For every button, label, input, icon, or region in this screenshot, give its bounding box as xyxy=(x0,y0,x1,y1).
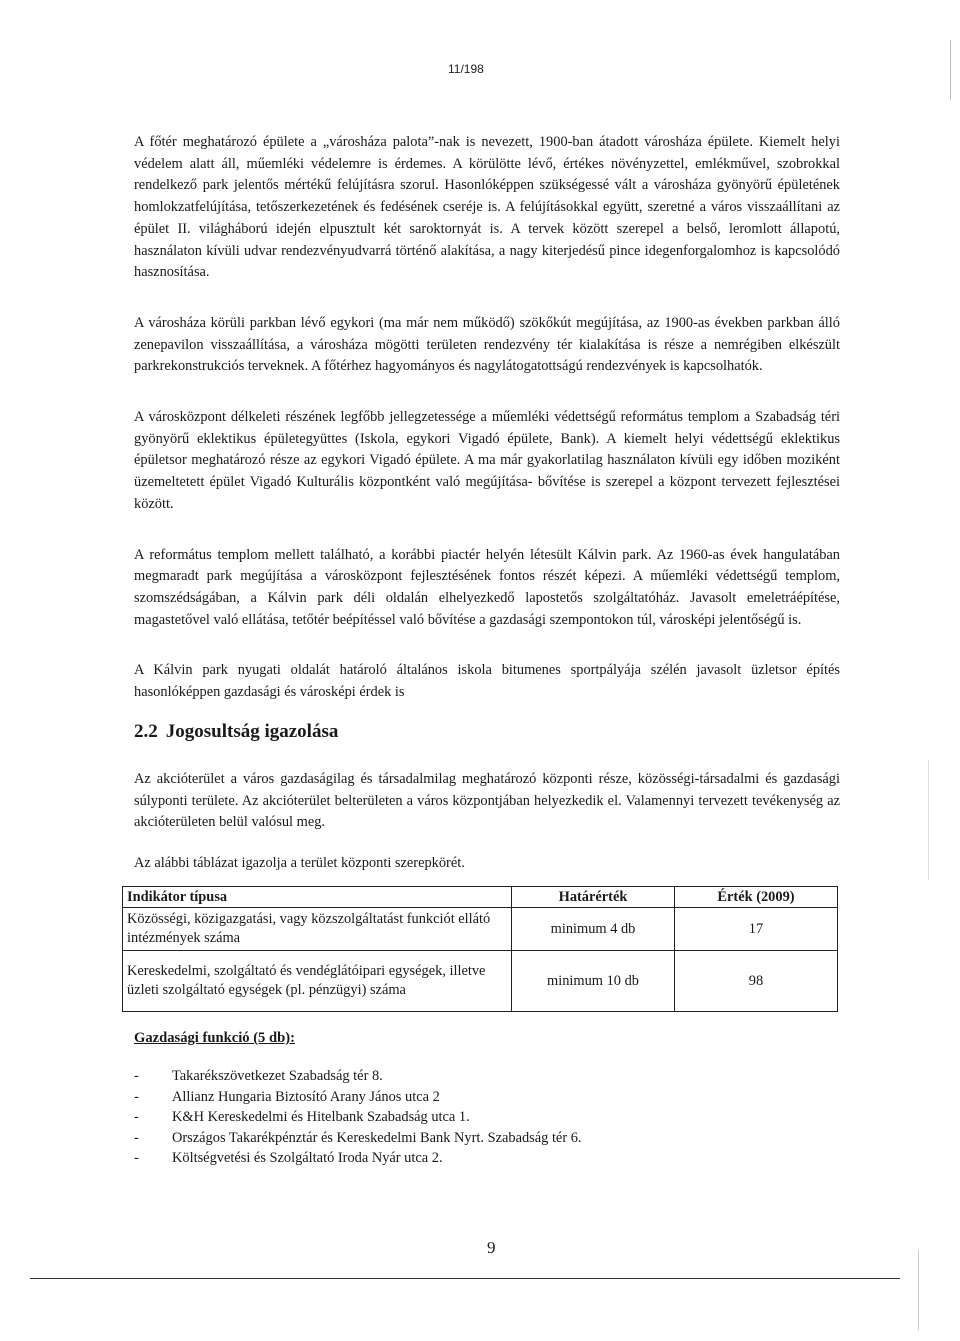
indicator-cell: Közösségi, közigazgatási, vagy közszolgáltatást funkciót ellátó intézmények száma xyxy=(123,908,512,951)
section-paragraph: Az akcióterület a város gazdaságilag és társadalmilag meghatározó központi része, közösségi-társadalmi és gazdasági súlyponti területe. Az akcióterület belterületen a város központjában helyezkedik el. Valamennyi tervezett tevékenység az akcióterületen belül valósul meg. xyxy=(134,771,840,831)
section-body xyxy=(134,769,840,875)
header-indicator: Indikátor típusa xyxy=(123,887,512,908)
list-item-text: Országos Takarékpénztár és Kereskedelmi Bank Nyrt. Szabadság tér 6. xyxy=(172,1129,582,1146)
list-dash: - xyxy=(134,1068,139,1084)
list-item xyxy=(134,1107,582,1128)
scan-edge-mark xyxy=(950,40,951,100)
list-item xyxy=(134,1066,582,1087)
header-threshold: Határérték xyxy=(512,887,675,908)
paragraph-5: A Kálvin park nyugati oldalát határoló általános iskola bitumenes sportpályája szélén javasolt üzletsor építés hasonlóképpen gazdasági és városképi érdek is xyxy=(134,662,840,701)
table-header-row xyxy=(123,887,838,908)
section-number: 2.2 xyxy=(134,721,158,742)
economic-functions-heading: Gazdasági funkció (5 db): xyxy=(134,1030,295,1046)
paragraph-4: A református templom mellett található, a korábbi piactér helyén létesült Kálvin park. Az 1960-as évek hangulatában megmaradt park megújítása a városközpont fejlesztésének fontos részét képezi. A műemléki védettségű templom, szomszédságában, a Kálvin park déli oldalán elhelyezkedő lapostetős szolgáltatóház. Javasolt emeletráépítése, magastetővel való ellátása, tetőtér beépítéssel való bővítése a gazdasági szempontokon túl, városképi jelentőségű is. xyxy=(134,546,840,628)
value-cell: 17 xyxy=(675,908,838,951)
table-intro: Az alábbi táblázat igazolja a terület központi szerepkörét. xyxy=(134,855,465,872)
scan-edge-mark xyxy=(918,1250,919,1330)
list-dash: - xyxy=(134,1129,139,1146)
value-cell: 98 xyxy=(675,951,838,1012)
threshold-cell: minimum 4 db xyxy=(512,908,675,951)
section-heading xyxy=(134,721,338,743)
paragraph-3: A városközpont délkeleti részének legfőbb jellegzetessége a műemléki védettségű református templom a Szabadság téri gyönyörű eklektikus épületegyüttes (Iskola, egykori Vigadó épülete, Bank). A kiemelt helyi védettségű eklektikus épületsor meghatározó része az egykori Vigadó épülete. A ma már gyakorlatilag használaton kívüli egy időben moziként üzemeltetett épület Vigadó Kulturális központként való megújítása- bővítése is szerepel a központ tervezett fejlesztései között. xyxy=(134,409,840,512)
list-item-text: Takarékszövetkezet Szabadság tér 8. xyxy=(172,1068,383,1084)
page-reference: 11/198 xyxy=(448,62,484,76)
list-dash: - xyxy=(134,1088,139,1105)
paragraph-1: A főtér meghatározó épülete a „városháza palota”-nak is nevezett, 1900-ban átadott városháza épülete. Kiemelt helyi védelem alatt áll, műemléki védelemre is érdemes. A körülötte lévő, értékes növényzettel, emlékművel, szobrokkal rendelkező park jelentős mértékű felújításra szorul. Hasonlóképpen szükségessé vált a városháza gyönyörű épületének homlokzatfelújítása, tetőszerkezetének és fedésének cseréje is. A felújításokkal együtt, szeretné a város visszaállítani az épület II. világháború idején elpusztult két saroktornyát is. A tervek között szerepel a belső, leromlott állapotú, használaton kívüli udvar rendezvényudvarrá történő alakítása, a nagy kiterjedésű pince idegenforgalomhoz is kapcsolódó hasznosítása. xyxy=(134,134,840,281)
list-item-text: Költségvetési és Szolgáltató Iroda Nyár utca 2. xyxy=(172,1150,443,1166)
table-row xyxy=(123,908,838,951)
list-item xyxy=(134,1087,582,1108)
list-item xyxy=(134,1128,582,1149)
body-text xyxy=(134,132,840,704)
indicator-cell: Kereskedelmi, szolgáltató és vendéglátóipari egységek, illetve üzleti szolgáltató egységek (pl. pénzügyi) száma xyxy=(123,951,512,1012)
threshold-cell: minimum 10 db xyxy=(512,951,675,1012)
header-value: Érték (2009) xyxy=(675,887,838,908)
scan-edge-mark xyxy=(928,760,929,880)
footer-rule xyxy=(30,1278,900,1279)
list-item-text: K&H Kereskedelmi és Hitelbank Szabadság utca 1. xyxy=(172,1109,470,1125)
list-dash: - xyxy=(134,1150,139,1166)
list-dash: - xyxy=(134,1109,139,1125)
economic-functions-list xyxy=(134,1066,582,1169)
paragraph-2: A városháza körüli parkban lévő egykori (ma már nem működő) szökőkút megújítása, az 1900-as években parkban álló zenepavilon visszaállítása, a városháza mögötti területen rendezvény tér kialakítása is része a nemrégiben elkészült parkrekonstrukciós terveknek. A főtérhez hagyományos és nagylátogatottságú rendezvények is kapcsolhatók. xyxy=(134,314,840,375)
list-item-text: Allianz Hungaria Biztosító Arany János utca 2 xyxy=(172,1088,440,1105)
indicator-table-wrapper xyxy=(122,886,838,1012)
list-item xyxy=(134,1148,582,1169)
table-row xyxy=(123,951,838,1012)
indicator-table xyxy=(122,886,838,1012)
section-title: Jogosultság igazolása xyxy=(165,721,339,742)
page-number: 9 xyxy=(487,1238,496,1257)
